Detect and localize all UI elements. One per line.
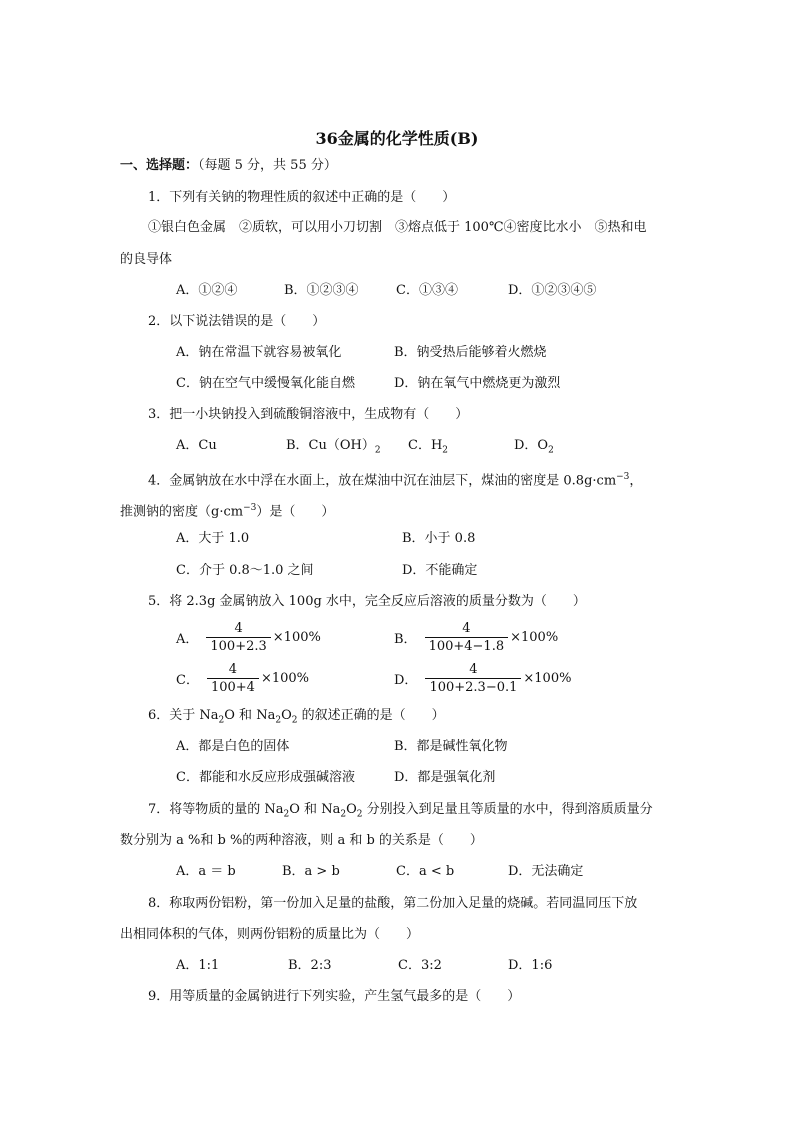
question-6-option-b: B．都是碱性氧化物 bbox=[394, 739, 508, 754]
question-2-option-c: C．钠在空气中缓慢氧化能自燃 bbox=[176, 376, 355, 391]
question-3-option-d: D．$O_2$ bbox=[514, 438, 554, 456]
section-label: 一、选择题： bbox=[120, 158, 199, 173]
fraction: $\frac{4}{100+4-1.8}$ bbox=[425, 620, 509, 655]
question-5-stem: 5．将 2.3g 金属钠放入 100g 水中，完全反应后溶液的质量分数为（ ） bbox=[148, 594, 586, 609]
question-2-option-b: B．钠受热后能够着火燃烧 bbox=[394, 345, 547, 360]
question-7-stem-line1: 7．将等物质的量的 $Na_2O$ 和 $Na_2O_2$ 分别投入到足量且等质量的水中，得到溶质质量分 bbox=[148, 802, 653, 820]
question-5-option-d: D． $\frac{4}{100+2.3-0.1}$ ×100% bbox=[394, 661, 572, 695]
question-4-option-b: B．小于 0.8 bbox=[402, 531, 476, 546]
question-3-option-b: B．$Cu(OH)_2$ bbox=[286, 438, 381, 456]
question-6-option-c: C．都能和水反应形成强碱溶液 bbox=[176, 770, 355, 785]
question-3-stem: 3．把一小块钠投入到硫酸铜溶液中，生成物有（ ） bbox=[148, 407, 469, 422]
question-5-option-c: C． $\frac{4}{100+4}$ ×100% bbox=[176, 661, 309, 695]
question-6-stem: 6．关于 $Na_2O$ 和 $Na_2O_2$ 的叙述正确的是（ ） bbox=[148, 708, 445, 726]
fraction: $\frac{4}{100+2.3}$ bbox=[206, 620, 270, 655]
question-3-option-c: C．$H_2$ bbox=[408, 438, 449, 456]
question-1-option-b: B．①②③④ bbox=[284, 283, 359, 298]
page-title: 36金属的化学性质(B) bbox=[315, 129, 479, 148]
question-8-stem-line2: 出相同体积的气体，则两份铝粉的质量比为（ ） bbox=[120, 927, 420, 942]
question-2-option-a: A．钠在常温下就容易被氧化 bbox=[176, 345, 342, 360]
question-4-option-a: A．大于 1.0 bbox=[176, 531, 250, 546]
section-note: （每题 5 分，共 55 分） bbox=[198, 158, 337, 173]
question-8-option-d: D．1:6 bbox=[508, 958, 553, 973]
fraction: $\frac{4}{100+2.3-0.1}$ bbox=[425, 661, 521, 696]
fraction: $\frac{4}{100+4}$ bbox=[207, 661, 259, 696]
question-8-option-c: C．3:2 bbox=[398, 958, 442, 973]
question-5-option-b: B． $\frac{4}{100+4-1.8}$ ×100% bbox=[394, 620, 559, 654]
question-1-option-c: C．①③④ bbox=[396, 283, 458, 298]
question-4-stem-line2: 推测钠的密度$(g\cdot cm^{-3})$是（ ） bbox=[120, 503, 335, 520]
question-4-option-d: D．不能确定 bbox=[402, 563, 478, 578]
question-1-stem: 1．下列有关钠的物理性质的叙述中正确的是（ ） bbox=[148, 190, 456, 205]
question-7-stem-line2: 数分别为 a %和 b %的两种溶液，则 a 和 b 的关系是（ ） bbox=[120, 833, 483, 848]
question-5-option-a: A． $\frac{4}{100+2.3}$ ×100% bbox=[176, 620, 321, 654]
question-1-option-a: A．①②④ bbox=[176, 283, 238, 298]
question-8-option-b: B．2:3 bbox=[288, 958, 332, 973]
question-7-option-a: A．a ＝ b bbox=[176, 864, 236, 879]
section-heading bbox=[120, 156, 337, 176]
question-1-props-line1: ①银白色金属 ②质软，可以用小刀切割 ③熔点低于 100℃④密度比水小 ⑤热和电 bbox=[148, 220, 647, 235]
question-4-stem-line1: 4．金属钠放在水中浮在水面上，放在煤油中沉在油层下，煤油的密度是 $0.8g\cdot cm^{-3}$， bbox=[148, 472, 643, 489]
question-1-option-d: D．①②③④⑤ bbox=[508, 283, 597, 298]
question-8-option-a: A．1:1 bbox=[176, 958, 220, 973]
question-1-props-line2: 的良导体 bbox=[120, 252, 173, 267]
question-3-option-a: A．Cu bbox=[176, 438, 217, 453]
question-6-option-a: A．都是白色的固体 bbox=[176, 739, 290, 754]
question-2-option-d: D．钠在氧气中燃烧更为激烈 bbox=[394, 376, 561, 391]
question-7-option-d: D．无法确定 bbox=[508, 864, 584, 879]
question-2-stem: 2．以下说法错误的是（ ） bbox=[148, 314, 326, 329]
question-8-stem-line1: 8．称取两份铝粉，第一份加入足量的盐酸，第二份加入足量的烧碱。若同温同压下放 bbox=[148, 896, 638, 911]
question-7-option-c: C．a < b bbox=[396, 864, 455, 879]
question-4-option-c: C．介于 0.8～1.0 之间 bbox=[176, 563, 314, 578]
question-6-option-d: D．都是强氧化剂 bbox=[394, 770, 496, 785]
question-7-option-b: B．a > b bbox=[282, 864, 340, 879]
question-9-stem: 9．用等质量的金属钠进行下列实验，产生氢气最多的是（ ） bbox=[148, 989, 521, 1004]
